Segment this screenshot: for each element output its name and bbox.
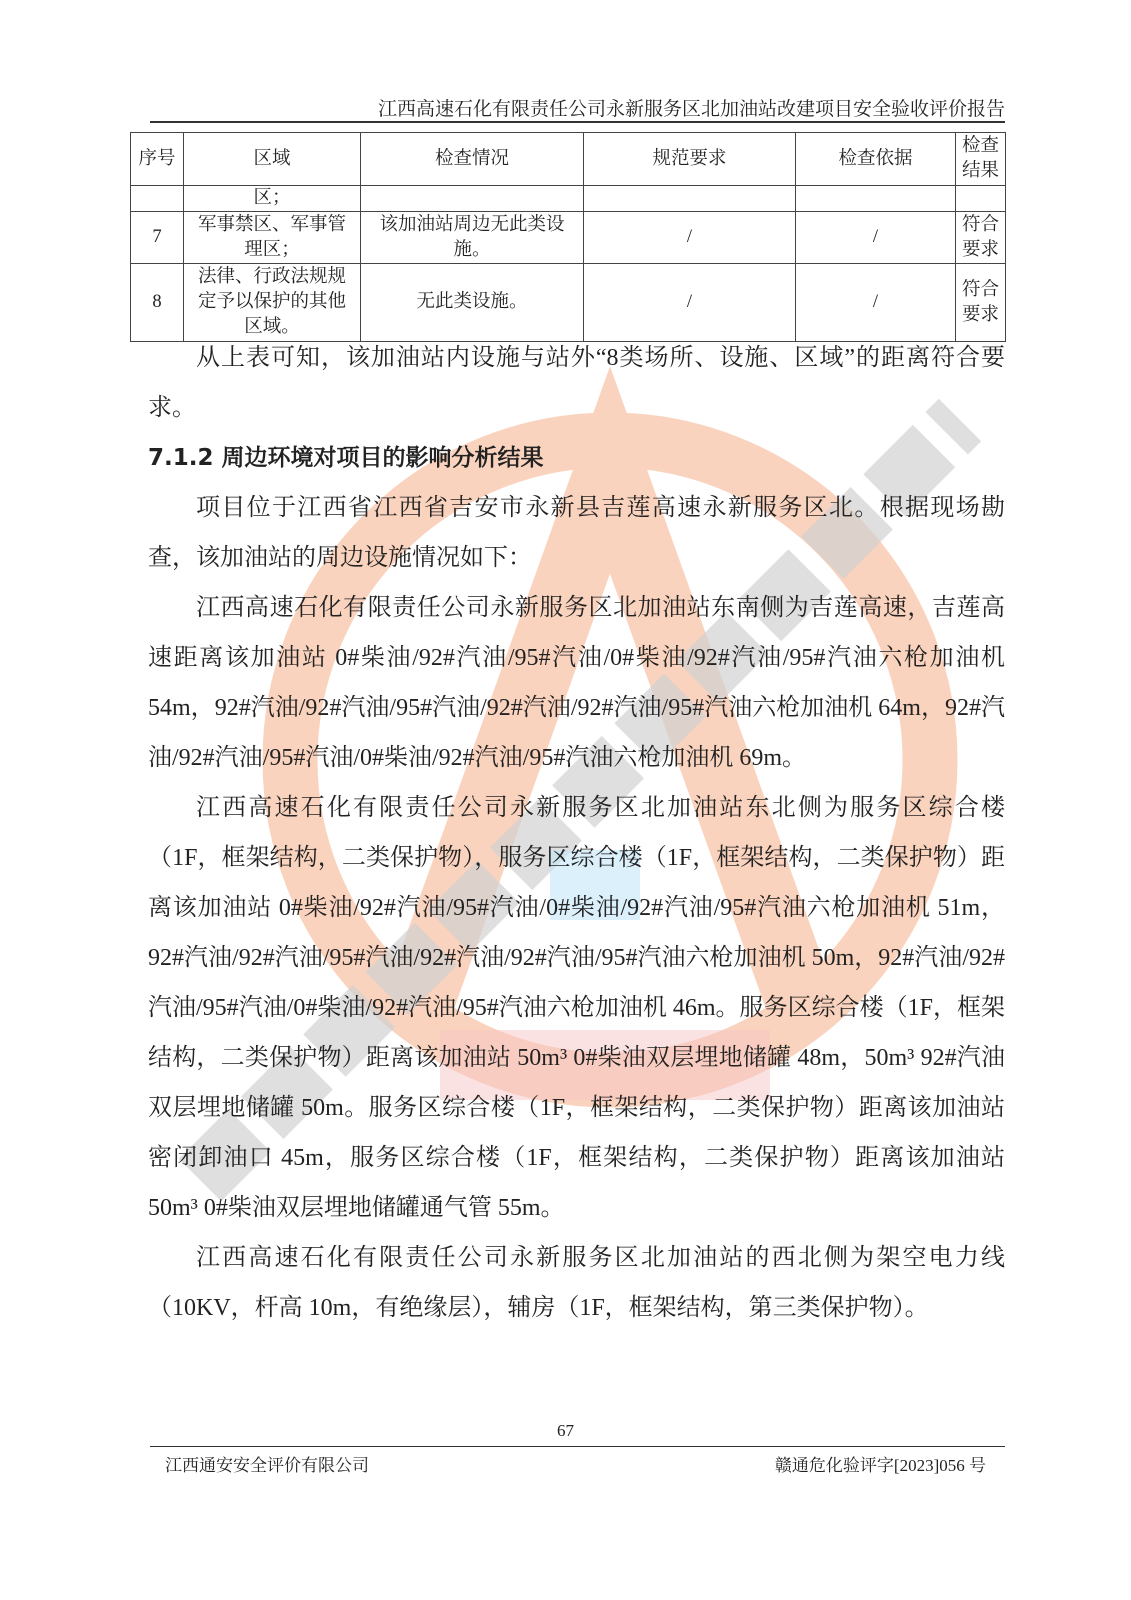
table-cell: / [796,264,956,342]
table-cell: 8 [131,264,184,342]
body-text [148,333,1005,1333]
col-header: 序号 [131,133,184,186]
paragraph: 江西高速石化有限责任公司永新服务区北加油站东南侧为吉莲高速，吉莲高速距离该加油站 0#柴油/92#汽油/95#汽油/0#柴油/92#汽油/95#汽油六枪加油机 54m，92#汽油/92#汽油/95#汽油/92#汽油/92#汽油/95#汽油六枪加油机 64m，92#汽油/92#汽油/95#汽油/0#柴油/92#汽油/95#汽油六枪加油机 69m。 [148,595,1005,771]
table-cell: / [584,212,796,264]
table-cell [361,186,584,212]
table-cell: / [584,264,796,342]
table-cell: / [796,212,956,264]
table-cell: 符合要求 [956,264,1006,342]
col-header: 检查情况 [361,133,584,186]
table-cell [131,186,184,212]
table-cell: 该加油站周边无此类设施。 [361,212,584,264]
section-heading: 7.1.2 周边环境对项目的影响分析结果 [148,445,544,471]
col-header: 检查结果 [956,133,1006,186]
col-header: 检查依据 [796,133,956,186]
header-title: 江西高速石化有限责任公司永新服务区北加油站改建项目安全验收评价报告 [377,99,1005,120]
header-divider [150,121,1005,123]
footer-doc-number: 赣通危化验评字[2023]056 号 [774,1456,986,1475]
table-cell: 法律、行政法规规定予以保护的其他区域。 [184,264,361,342]
table-row [131,186,1006,212]
table-cell: 符合要求 [956,212,1006,264]
footer-company: 江西通安安全评价有限公司 [165,1456,369,1475]
inspection-table [130,132,1006,342]
paragraph: 江西高速石化有限责任公司永新服务区北加油站东北侧为服务区综合楼（1F，框架结构，二类保护物），服务区综合楼（1F，框架结构，二类保护物）距离该加油站 0#柴油/92#汽油/95#汽油/0#柴油/92#汽油/95#汽油六枪加油机 51m，92#汽油/92#汽油/95#汽油/92#汽油/92#汽油/95#汽油六枪加油机 50m，92#汽油/92#汽油/95#汽油/0#柴油/92#汽油/95#汽油六枪加油机 46m。服务区综合楼（1F，框架结构，二类保护物）距离该加油站 50m³ 0#柴油双层埋地储罐 48m，50m³ 92#汽油双层埋地储罐 50m。服务区综合楼（1F，框架结构，二类保护物）距离该加油站密闭卸油口 45m，服务区综合楼（1F，框架结构，二类保护物）距离该加油站 50m³ 0#柴油双层埋地储罐通气管 55m。 [148,795,1005,1221]
table-row [131,264,1006,342]
col-header: 规范要求 [584,133,796,186]
col-header: 区域 [184,133,361,186]
table-cell [584,186,796,212]
table-cell [956,186,1006,212]
table-cell: 区； [184,186,361,212]
paragraph: 从上表可知，该加油站内设施与站外“8类场所、设施、区域”的距离符合要求。 [148,345,1005,421]
table-cell: 军事禁区、军事管理区； [184,212,361,264]
paragraph: 项目位于江西省江西省吉安市永新县吉莲高速永新服务区北。根据现场勘查，该加油站的周边设施情况如下： [148,495,1005,571]
table-cell: 无此类设施。 [361,264,584,342]
footer-divider [150,1446,1005,1447]
paragraph: 江西高速石化有限责任公司永新服务区北加油站的西北侧为架空电力线（10KV，杆高 10m，有绝缘层），辅房（1F，框架结构，第三类保护物）。 [148,1245,1005,1321]
table-header-row [131,133,1006,186]
table-cell [796,186,956,212]
page-number: 67 [557,1421,574,1440]
table-cell: 7 [131,212,184,264]
table-row [131,212,1006,264]
